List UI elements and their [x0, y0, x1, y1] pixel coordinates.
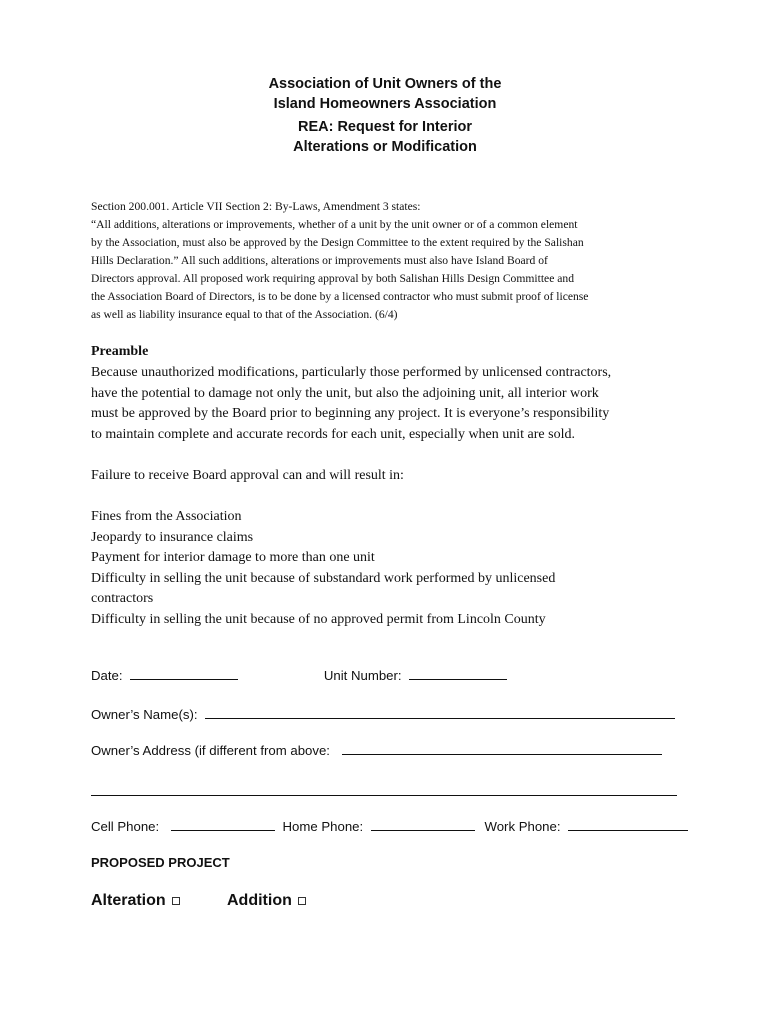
owners-address-continued-row	[91, 782, 677, 799]
date-row	[91, 666, 507, 683]
owners-address-field[interactable]	[342, 741, 662, 755]
work-phone-label: Work Phone:	[484, 819, 561, 834]
date-field[interactable]	[130, 666, 238, 680]
unit-number-field[interactable]	[409, 666, 507, 680]
owners-address-line-2-field[interactable]	[91, 782, 677, 796]
list-item: Difficulty in selling the unit because of no approved permit from Lincoln County	[91, 611, 546, 627]
list-item: Jeopardy to insurance claims	[91, 529, 254, 545]
section-line: by the Association, must also be approved by the Design Committee to the extent required by the Salishan	[91, 236, 584, 249]
proposed-project-heading: PROPOSED PROJECT	[91, 855, 230, 870]
owners-address-label: Owner’s Address (if different from above:	[91, 743, 330, 758]
consequences-list	[91, 507, 691, 630]
failure-intro	[91, 466, 691, 487]
bylaws-section	[91, 198, 691, 324]
preamble-line: have the potential to damage not only the unit, but also the adjoining unit, all interior work	[91, 385, 599, 401]
preamble-line: must be approved by the Board prior to beginning any project. It is everyone’s responsibility	[91, 406, 610, 421]
cell-phone-label: Cell Phone:	[91, 819, 160, 834]
section-line: “All additions, alterations or improvements, whether of a unit by the unit owner or of a common element	[91, 218, 578, 231]
section-line: as well as liability insurance equal to that of the Association. (6/4)	[91, 308, 398, 321]
owners-name-field[interactable]	[205, 705, 675, 719]
section-line: Hills Declaration.” All such additions, alterations or improvements must also have Island Board of	[91, 254, 548, 267]
failure-text: Failure to receive Board approval can and will result in:	[91, 468, 404, 483]
addition-label: Addition	[227, 892, 292, 909]
list-item: Difficulty in selling the unit because of substandard work performed by unlicensed	[91, 570, 556, 586]
alteration-option[interactable]	[91, 892, 180, 910]
cell-phone-field[interactable]	[171, 817, 275, 831]
section-line: Directors approval. All proposed work requiring approval by both Salishan Hills Design Committee and	[91, 272, 574, 285]
section-line: Section 200.001. Article VII Section 2: By-Laws, Amendment 3 states:	[91, 200, 421, 213]
list-item: contractors	[91, 591, 154, 606]
list-item: Payment for interior damage to more than one unit	[91, 550, 375, 565]
preamble-paragraph	[91, 363, 691, 445]
owners-address-row	[91, 741, 662, 758]
home-phone-field[interactable]	[371, 817, 475, 831]
home-phone-label: Home Phone:	[282, 819, 364, 834]
alteration-checkbox[interactable]	[172, 897, 180, 905]
addition-option[interactable]	[227, 892, 306, 910]
preamble-heading: Preamble	[91, 344, 149, 359]
unit-number-label: Unit Number:	[323, 668, 402, 683]
form-title-line-2: Island Homeowners Association	[273, 96, 497, 112]
date-label: Date:	[91, 668, 123, 683]
owners-name-label: Owner’s Name(s):	[91, 707, 198, 722]
list-item: Fines from the Association	[91, 509, 242, 524]
form-title-line-1: Association of Unit Owners of the	[268, 76, 502, 92]
owners-name-row	[91, 705, 675, 722]
preamble-line: to maintain complete and accurate records for each unit, especially when unit are sold.	[91, 426, 575, 442]
alteration-label: Alteration	[91, 892, 166, 909]
form-subtitle-line-2: Alterations or Modification	[293, 139, 477, 155]
section-line: the Association Board of Directors, is to be done by a licensed contractor who must submit proof of license	[91, 290, 589, 303]
form-subtitle-line-1: REA: Request for Interior	[297, 119, 472, 135]
work-phone-field[interactable]	[568, 817, 688, 831]
phone-row	[91, 817, 688, 834]
addition-checkbox[interactable]	[298, 897, 306, 905]
preamble-line: Because unauthorized modifications, particularly those performed by unlicensed contractors,	[91, 365, 612, 380]
